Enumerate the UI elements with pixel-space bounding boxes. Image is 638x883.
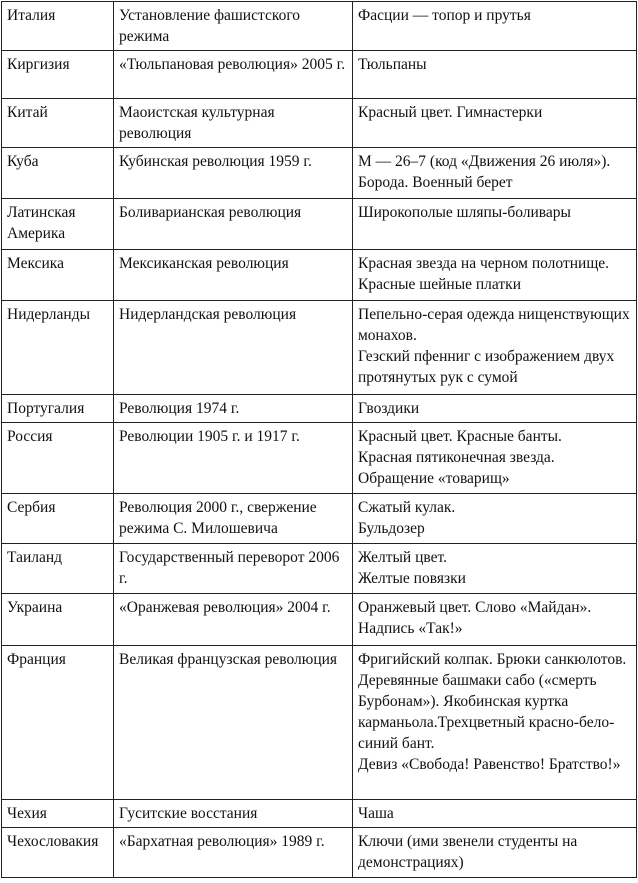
country-cell: Россия [2,423,114,494]
symbols-cell [353,544,637,594]
event-cell: Революция 2000 г., свержение режима С. Милошевича [114,494,353,544]
event-cell: «Бархатная революция» 1989 г. [114,828,353,878]
table-row [2,800,637,828]
symbols-cell [353,423,637,494]
country-cell: Киргизия [2,51,114,99]
event-cell: Гуситские восстания [114,800,353,828]
table-row [2,99,637,148]
event-cell: Установление фашистского режима [114,2,353,51]
country-cell: Мексика [2,250,114,301]
event-cell: Революция 1974 г. [114,395,353,423]
symbols-cell [353,99,637,148]
event-cell: Нидерландская революция [114,301,353,395]
symbol-text: Красная звезда на черном полотнище. Красные шейные платки [358,255,610,293]
country-cell: Франция [2,646,114,800]
symbol-text: Сжатый кулак. [358,499,456,516]
table-row [2,395,637,423]
country-cell: Нидерланды [2,301,114,395]
table-row [2,544,637,594]
symbol-text: Красный цвет. Гимнастерки [358,104,543,121]
symbol-text: Бульдозер [358,520,425,537]
table-row [2,494,637,544]
table-row [2,148,637,199]
symbol-text: Надпись «Так!» [358,620,463,637]
symbol-text: Девиз «Свобода! Равенство! Братство!» [358,756,621,773]
symbols-cell [353,148,637,199]
symbol-text: Желтый цвет. [358,549,447,566]
symbol-text: Широкополые шляпы-боливары [358,204,571,221]
symbols-cell [353,2,637,51]
symbols-cell [353,250,637,301]
event-cell: Боливарианская революция [114,199,353,250]
event-cell: Мексиканская революция [114,250,353,301]
symbols-cell [353,494,637,544]
table-row [2,301,637,395]
symbol-text: Обращение «товарищ» [358,470,510,487]
table-row [2,423,637,494]
symbol-text: Пепельно-серая одежда нищенствующих монахов. [358,306,630,344]
symbol-text: Гвоздики [358,400,420,417]
symbol-text: Фригийский колпак. Брюки санкюлотов. Деревянные башмаки сабо («смерть Бурбонам»). Якобинская куртка карманьола.Трехцветный красно-бело-синий бант. [358,651,627,752]
symbols-cell [353,646,637,800]
symbol-text: Чаша [358,805,394,822]
country-cell: Таиланд [2,544,114,594]
event-cell: «Оранжевая революция» 2004 г. [114,594,353,646]
event-cell: Великая французская революция [114,646,353,800]
symbol-text: Фасции — топор и прутья [358,7,531,24]
event-cell: Маоистская культурная революция [114,99,353,148]
table-row [2,646,637,800]
country-cell: Чехословакия [2,828,114,878]
symbol-text: Ключи (ими звенели студенты на демонстрациях) [358,833,578,871]
symbol-text: Желтые повязки [358,570,466,587]
symbols-cell [353,51,637,99]
country-cell: Украина [2,594,114,646]
table-row [2,51,637,99]
event-cell: Кубинская революция 1959 г. [114,148,353,199]
event-cell: «Тюльпановая революция» 2005 г. [114,51,353,99]
symbol-text: Оранжевый цвет. Слово «Майдан». [358,599,592,616]
country-cell: Чехия [2,800,114,828]
symbols-cell [353,594,637,646]
table-row [2,199,637,250]
symbol-text: Гезский пфенниг с изображением двух протянутых рук с сумой [358,348,615,386]
symbol-text: Красный цвет. Красные банты. [358,428,562,445]
revolutions-symbols-table [1,1,637,878]
symbols-cell [353,828,637,878]
table-row [2,828,637,878]
symbols-cell [353,301,637,395]
symbol-text: Тюльпаны [358,56,427,73]
symbols-cell [353,199,637,250]
country-cell: Португалия [2,395,114,423]
country-cell: Куба [2,148,114,199]
table-row [2,594,637,646]
event-cell: Революции 1905 г. и 1917 г. [114,423,353,494]
country-cell: Италия [2,2,114,51]
table-row [2,250,637,301]
event-cell: Государственный переворот 2006 г. [114,544,353,594]
country-cell: Латинская Америка [2,199,114,250]
country-cell: Сербия [2,494,114,544]
symbol-text: Красная пятиконечная звезда. [358,449,555,466]
symbol-text: М — 26–7 (код «Движения 26 июля»). Борода. Военный берет [358,153,611,191]
symbols-cell [353,395,637,423]
country-cell: Китай [2,99,114,148]
table-row [2,2,637,51]
symbols-cell [353,800,637,828]
